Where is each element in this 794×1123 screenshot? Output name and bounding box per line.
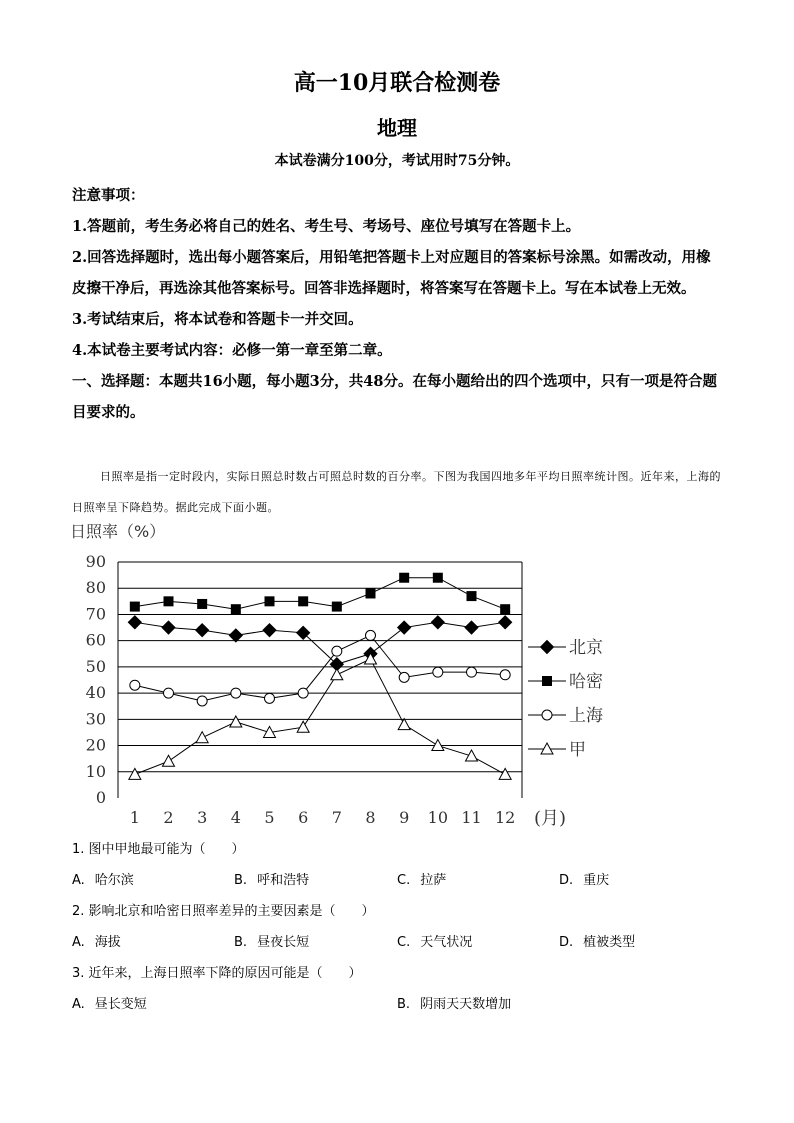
notes-heading: 注意事项： bbox=[72, 187, 145, 204]
data-point-series-4 bbox=[466, 750, 478, 761]
x-tick-label: 1 bbox=[129, 808, 140, 827]
question-1-stem: 1. 图中甲地最可能为（ ） bbox=[72, 842, 245, 857]
y-tick-label: 50 bbox=[85, 656, 106, 676]
data-point-series-1 bbox=[398, 621, 411, 634]
y-tick-label: 60 bbox=[85, 630, 106, 650]
section-heading: 一、选择题：本题共16小题，每小题3分，共48分。在每小题给出的四个选项中，只有一项是符合题目要求的。 bbox=[72, 373, 717, 421]
data-point-series-3 bbox=[433, 667, 443, 677]
series-line-1 bbox=[135, 622, 505, 664]
data-point-series-1 bbox=[229, 629, 242, 642]
data-point-series-4 bbox=[196, 732, 208, 743]
notes-section bbox=[72, 180, 722, 428]
q2-option-c[interactable]: C. 天气状况 bbox=[397, 935, 473, 950]
data-point-series-2 bbox=[433, 573, 442, 582]
y-axis-title: 日照率（%） bbox=[70, 522, 166, 541]
legend-marker-2 bbox=[543, 677, 552, 686]
x-tick-label: 12 bbox=[494, 808, 516, 827]
note-item-2: 2.回答选择题时，选出每小题答案后，用铅笔把答题卡上对应题目的答案标号涂黑。如需改动，用橡皮擦干净后，再选涂其他答案标号。回答非选择题时，将答案写在答题卡上。写在本试卷上无效。 bbox=[72, 249, 711, 297]
data-point-series-4 bbox=[331, 669, 343, 680]
series-line-2 bbox=[135, 578, 505, 609]
data-point-series-2 bbox=[299, 597, 308, 606]
x-axis-title: (月) bbox=[534, 808, 567, 829]
data-point-series-2 bbox=[130, 602, 139, 611]
data-point-series-1 bbox=[465, 621, 478, 634]
data-point-series-1 bbox=[196, 624, 209, 637]
data-point-series-4 bbox=[297, 721, 309, 732]
data-point-series-2 bbox=[265, 597, 274, 606]
data-point-series-3 bbox=[366, 630, 376, 640]
data-point-series-4 bbox=[398, 719, 410, 730]
q2-option-a[interactable]: A. 海拔 bbox=[72, 935, 121, 950]
data-point-series-2 bbox=[164, 597, 173, 606]
x-tick-label: 10 bbox=[427, 808, 449, 827]
question-3-stem: 3. 近年来，上海日照率下降的原因可能是（ ） bbox=[72, 966, 362, 981]
x-tick-label: 6 bbox=[298, 808, 309, 827]
question-1-options bbox=[72, 865, 722, 896]
q2-option-b[interactable]: B. 昼夜长短 bbox=[234, 935, 310, 950]
x-tick-label: 11 bbox=[461, 808, 482, 827]
q3-option-b[interactable]: B. 阴雨天天数增加 bbox=[397, 997, 512, 1012]
data-point-series-3 bbox=[332, 646, 342, 656]
data-point-series-4 bbox=[163, 755, 175, 766]
y-tick-label: 10 bbox=[85, 761, 106, 781]
note-item-1: 1.答题前，考生务必将自己的姓名、考生号、考场号、座位号填写在答题卡上。 bbox=[72, 218, 581, 235]
y-tick-label: 20 bbox=[85, 735, 106, 755]
exam-note: 本试卷满分100分，考试用时75分钟。 bbox=[274, 153, 520, 169]
data-point-series-1 bbox=[128, 616, 141, 629]
y-tick-label: 30 bbox=[85, 709, 106, 729]
y-tick-label: 80 bbox=[85, 578, 106, 598]
x-tick-label: 8 bbox=[365, 808, 376, 827]
y-tick-label: 70 bbox=[85, 604, 106, 624]
q1-option-a[interactable]: A. 哈尔滨 bbox=[72, 873, 134, 888]
legend-marker-3 bbox=[542, 710, 552, 720]
q1-option-c[interactable]: C. 拉萨 bbox=[397, 873, 447, 888]
data-point-series-4 bbox=[432, 740, 444, 751]
data-point-series-4 bbox=[230, 716, 242, 727]
x-tick-label: 9 bbox=[399, 808, 410, 827]
data-point-series-3 bbox=[164, 688, 174, 698]
q3-option-a[interactable]: A. 昼长变短 bbox=[72, 997, 147, 1012]
data-point-series-3 bbox=[399, 672, 409, 682]
legend-label-1: 北京 bbox=[569, 638, 603, 658]
questions bbox=[72, 834, 722, 1020]
y-tick-label: 0 bbox=[95, 788, 106, 807]
y-tick-label: 40 bbox=[85, 683, 106, 703]
data-point-series-1 bbox=[263, 624, 276, 637]
data-point-series-2 bbox=[366, 589, 375, 598]
data-point-series-1 bbox=[499, 616, 512, 629]
legend-label-4: 甲 bbox=[569, 740, 586, 760]
legend-label-3: 上海 bbox=[569, 706, 603, 726]
series-line-4 bbox=[135, 659, 505, 774]
data-point-series-3 bbox=[231, 688, 241, 698]
sunshine-rate-chart bbox=[60, 515, 620, 835]
x-tick-label: 4 bbox=[230, 808, 241, 827]
q2-option-d[interactable]: D. 植被类型 bbox=[559, 935, 636, 950]
x-tick-label: 3 bbox=[197, 808, 208, 827]
question-2-options bbox=[72, 927, 722, 958]
x-tick-label: 7 bbox=[331, 808, 342, 827]
data-point-series-1 bbox=[431, 616, 444, 629]
question-3-options bbox=[72, 989, 722, 1020]
y-tick-label: 90 bbox=[85, 552, 106, 571]
data-point-series-3 bbox=[500, 670, 510, 680]
data-point-series-2 bbox=[400, 573, 409, 582]
question-2-stem: 2. 影响北京和哈密日照率差异的主要因素是（ ） bbox=[72, 904, 375, 919]
series-line-3 bbox=[135, 635, 505, 701]
data-point-series-2 bbox=[467, 592, 476, 601]
data-point-series-3 bbox=[467, 667, 477, 677]
data-point-series-4 bbox=[499, 768, 511, 779]
x-tick-label: 5 bbox=[264, 808, 275, 827]
page-title: 高一10月联合检测卷 bbox=[293, 70, 501, 96]
chart-svg bbox=[60, 515, 620, 835]
data-point-series-2 bbox=[332, 602, 341, 611]
legend-label-2: 哈密 bbox=[569, 672, 603, 692]
question-intro: 日照率是指一定时段内，实际日照总时数占可照总时数的百分率。下图为我国四地多年平均日照率统计图。近年来，上海的日照率呈下降趋势。据此完成下面小题。 bbox=[72, 470, 721, 514]
subject-title: 地理 bbox=[377, 116, 417, 140]
x-tick-label: 2 bbox=[163, 808, 174, 827]
q1-option-d[interactable]: D. 重庆 bbox=[559, 873, 610, 888]
data-point-series-4 bbox=[129, 768, 141, 779]
data-point-series-3 bbox=[130, 680, 140, 690]
legend-marker-1 bbox=[541, 641, 554, 654]
data-point-series-3 bbox=[197, 696, 207, 706]
data-point-series-2 bbox=[198, 599, 207, 608]
data-point-series-3 bbox=[265, 693, 275, 703]
note-item-3: 3.考试结束后，将本试卷和答题卡一并交回。 bbox=[72, 311, 363, 328]
data-point-series-3 bbox=[298, 688, 308, 698]
data-point-series-2 bbox=[501, 605, 510, 614]
data-point-series-2 bbox=[231, 605, 240, 614]
data-point-series-1 bbox=[162, 621, 175, 634]
note-item-4: 4.本试卷主要考试内容：必修一第一章至第二章。 bbox=[72, 342, 392, 359]
q1-option-b[interactable]: B. 呼和浩特 bbox=[234, 873, 310, 888]
